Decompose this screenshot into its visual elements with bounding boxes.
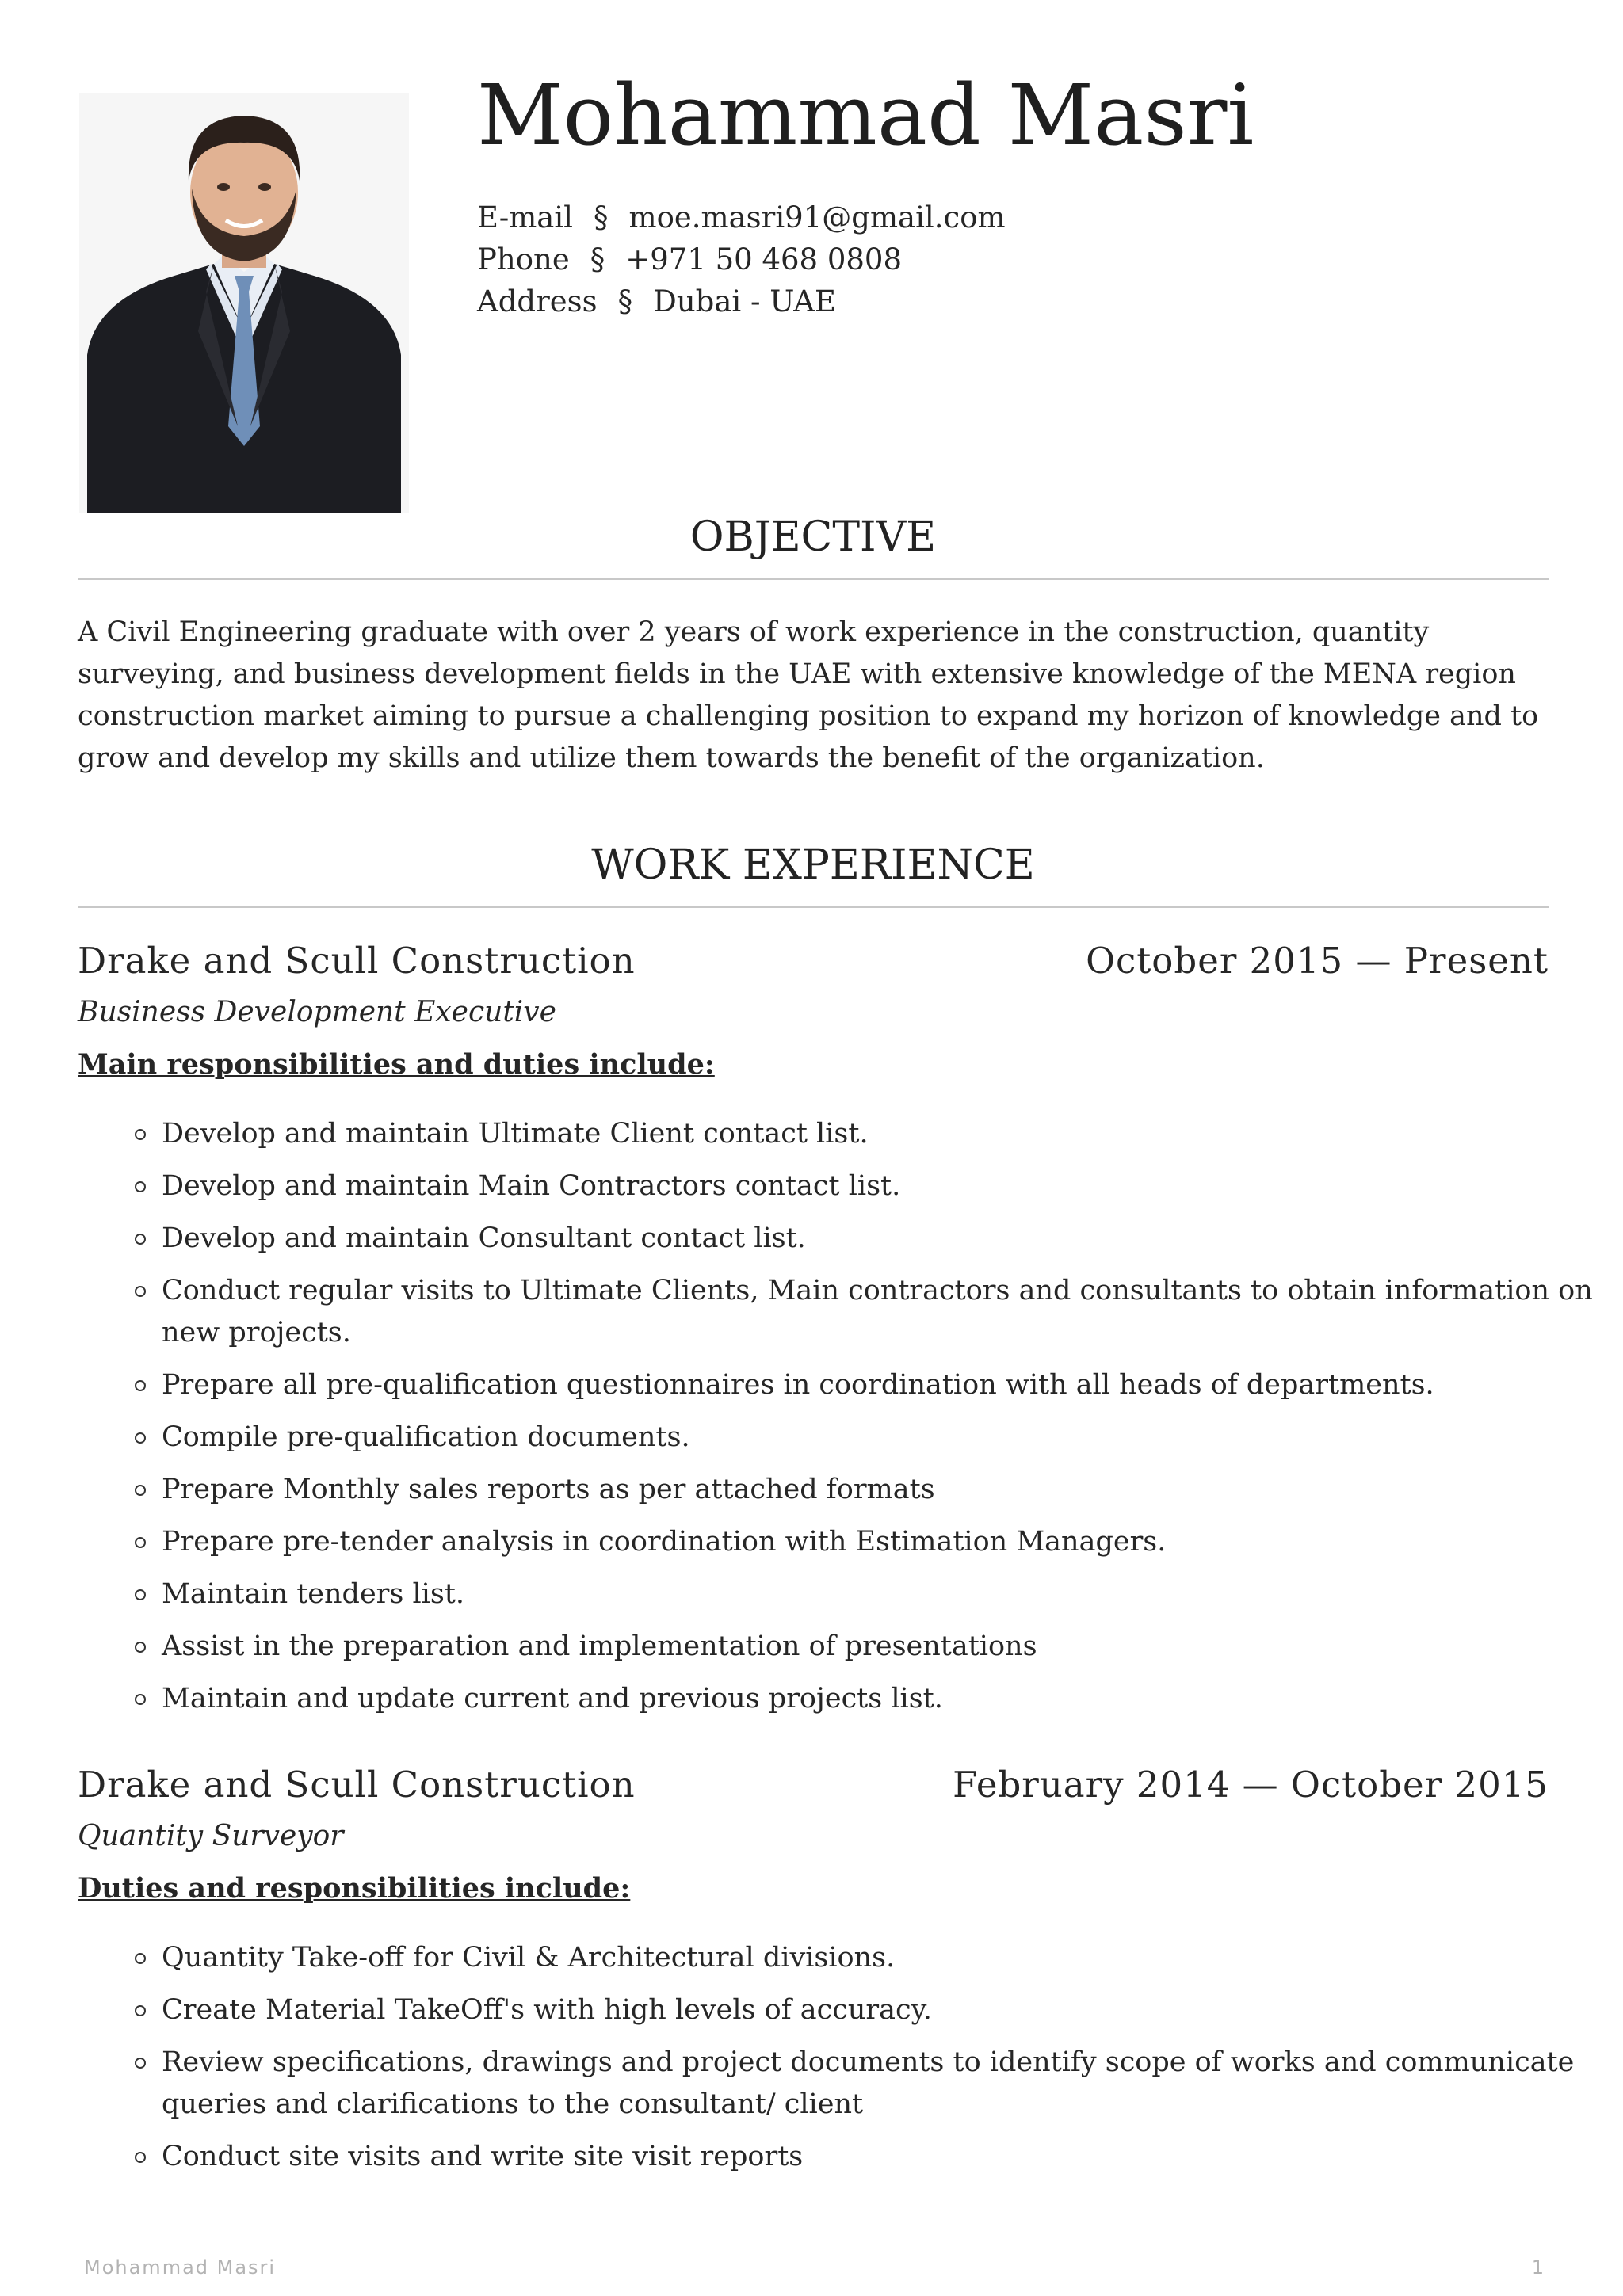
contact-label: Phone [477, 242, 570, 277]
list-item: Prepare Monthly sales reports as per attached formats [162, 1469, 1623, 1511]
contact-separator: § [617, 284, 633, 318]
objective-text: A Civil Engineering graduate with over 2 years of work experience in the construction, quantity surveying, and business development fields in the UAE with extensive knowledge of the MENA region construction market aiming to pursue a challenging position to expand my horizon of knowledge and to grow and develop my skills and utilize them towards the benefit of the organization. [78, 616, 1539, 774]
job-header [78, 940, 1549, 982]
contact-separator: § [590, 242, 605, 277]
list-item: Compile pre-qualification documents. [162, 1417, 1623, 1459]
contact-address [477, 280, 1006, 322]
job-company: Drake and Scull Construction [78, 940, 636, 982]
page-number: 1 [1531, 2256, 1544, 2279]
job-position: Business Development Executive [78, 996, 556, 1028]
footer-name: Mohammad Masri [84, 2256, 277, 2279]
list-item: Assist in the preparation and implementation of presentations [162, 1626, 1623, 1668]
duties-list [78, 1113, 1623, 1730]
list-item: Conduct site visits and write site visit reports [162, 2136, 1623, 2178]
job-dates: February 2014 — October 2015 [953, 1764, 1549, 1806]
list-item: Create Material TakeOff's with high levels of accuracy. [162, 1989, 1623, 2031]
candidate-name: Mohammad Masri [477, 67, 1254, 164]
list-item: Maintain tenders list. [162, 1573, 1623, 1615]
contact-label: Address [477, 284, 598, 318]
duties-heading: Duties and responsibilities include: [78, 1872, 631, 1905]
list-item: Develop and maintain Ultimate Client contact list. [162, 1113, 1623, 1155]
list-item: Prepare all pre-qualification questionnaires in coordination with all heads of departments. [162, 1364, 1623, 1406]
duties-heading: Main responsibilities and duties include: [78, 1048, 715, 1081]
objective-heading: OBJECTIVE [689, 513, 937, 561]
contact-block [477, 196, 1006, 322]
email-value: moe.masri91@gmail.com [628, 200, 1006, 235]
section-divider [78, 578, 1549, 580]
contact-phone [477, 238, 1006, 280]
list-item: Review specifications, drawings and project documents to identify scope of works and communicate queries and clarifications to the consultant/ client [162, 2042, 1623, 2126]
job-position: Quantity Surveyor [78, 1820, 344, 1852]
job-dates: October 2015 — Present [1086, 940, 1549, 982]
phone-value: +971 50 468 0808 [625, 242, 903, 277]
job-header [78, 1764, 1549, 1806]
address-value: Dubai - UAE [653, 284, 837, 318]
list-item: Prepare pre-tender analysis in coordination with Estimation Managers. [162, 1521, 1623, 1563]
work-experience-heading: WORK EXPERIENCE [591, 841, 1035, 889]
duties-list [78, 1937, 1623, 2188]
profile-photo [79, 93, 409, 513]
list-item: Develop and maintain Main Contractors contact list. [162, 1165, 1623, 1207]
list-item: Maintain and update current and previous projects list. [162, 1678, 1623, 1720]
section-divider [78, 906, 1549, 908]
contact-separator: § [594, 200, 609, 235]
list-item: Develop and maintain Consultant contact list. [162, 1218, 1623, 1260]
contact-label: E-mail [477, 200, 574, 235]
list-item: Conduct regular visits to Ultimate Clients, Main contractors and consultants to obtain information on new projects. [162, 1270, 1623, 1354]
job-company: Drake and Scull Construction [78, 1764, 636, 1806]
contact-email [477, 196, 1006, 238]
list-item: Quantity Take-off for Civil & Architectural divisions. [162, 1937, 1623, 1979]
